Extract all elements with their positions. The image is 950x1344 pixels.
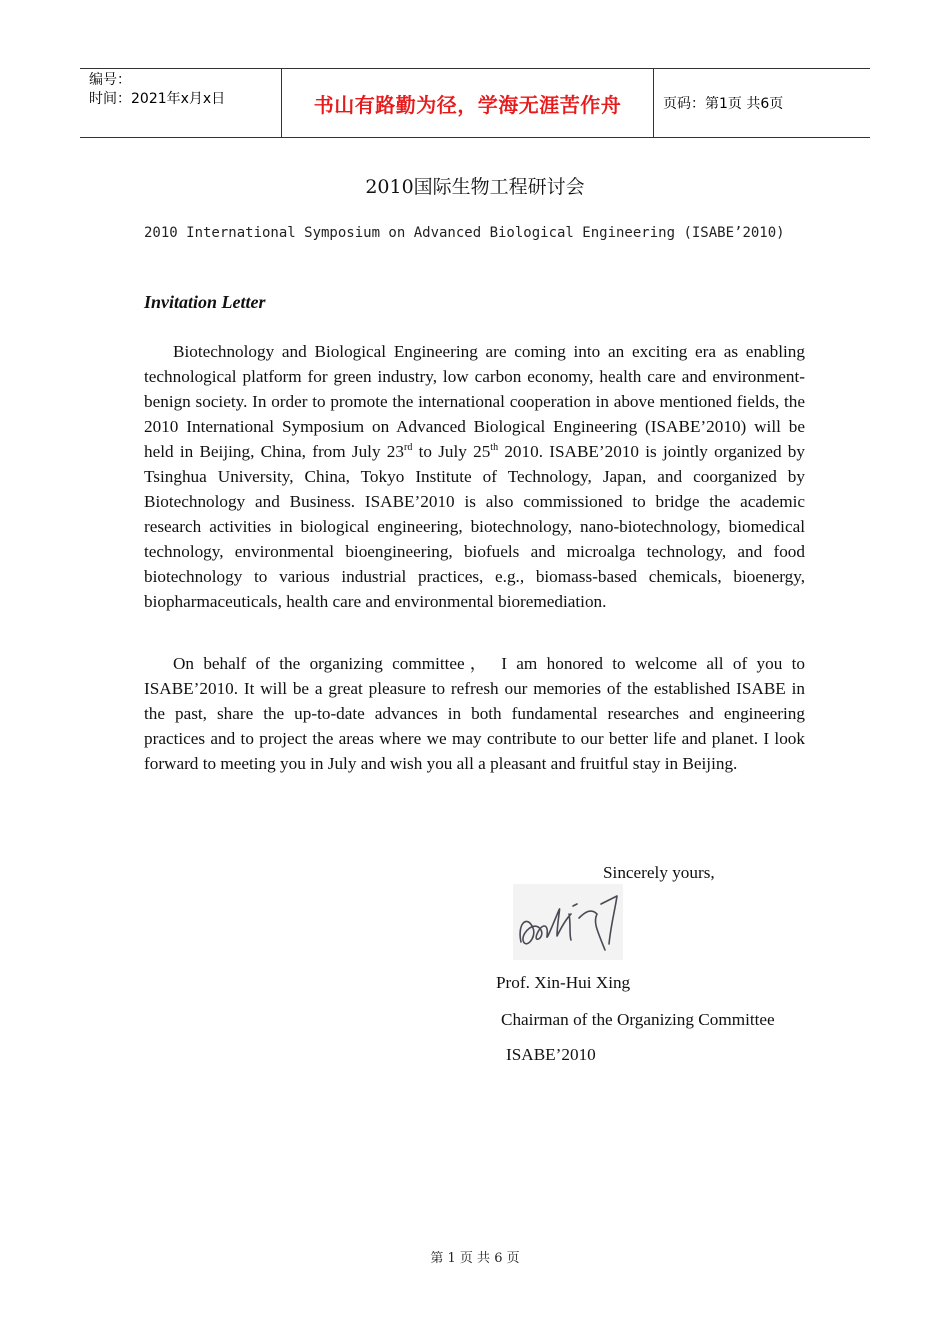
document-title: 2010国际生物工程研讨会	[365, 176, 585, 198]
p1-text-b: to July 25	[412, 442, 491, 461]
closing-salutation: Sincerely yours,	[603, 863, 715, 882]
signature-icon	[513, 884, 623, 960]
p1-text-a: Biotechnology and Biological Engineering are coming into an exciting era as enabling technological platform for green industry, low carbon economy, health care and environment-benign society. In order to promote the international cooperation in above mentioned fields, the 2010 International Symposium on Advanced Biological Engineering (ISABE’2010) will be held in Beijing, China, from July 23	[144, 342, 805, 461]
page-info-text: 页码：第1页 共6页	[663, 96, 784, 112]
header-motto	[281, 69, 654, 137]
number-label: 编号：	[89, 72, 131, 88]
paragraph-1	[144, 339, 805, 614]
letter-heading: Invitation Letter	[144, 292, 266, 312]
p1-text-c: 2010. ISABE’2010 is jointly organized by Tsinghua University, China, Tokyo Institute of Technology, Japan, and coorganized by Biotechnology and Business. ISABE’2010 is also commissioned to bridge the academic research activities in biological engineering, biotechnology, nano-biotechnology, biomedical technology, environmental bioengineering, biofuels and microalga technology, and food biotechnology to various industrial practices, e.g., biomass-based chemicals, bioenergy, biopharmaceuticals, health care and environmental bioremediation.	[144, 442, 805, 611]
header-meta	[80, 69, 281, 137]
signer-role: Chairman of the Organizing Committee	[501, 1010, 775, 1029]
motto-text: 书山有路勤为径，学海无涯苦作舟	[313, 92, 622, 117]
signer-event: ISABE’2010	[506, 1045, 596, 1064]
paragraph-2: On behalf of the organizing committee， I am honored to welcome all of you to ISABE’2010. It will be a great pleasure to refresh our memories of the established ISABE in the past, share the up-to-date advances in both fundamental researches and engineering practices and to project the areas where we may contribute to our better life and planet. I look forward to meeting you in July and wish you all a pleasant and fruitful stay in Beijing.	[144, 654, 805, 773]
time-label: 时间：2021年x月x日	[89, 91, 226, 107]
handwritten-signature	[513, 884, 623, 960]
p1-sup-rd: rd	[403, 442, 413, 453]
signer-name: Prof. Xin-Hui Xing	[496, 973, 631, 992]
document-subtitle: 2010 International Symposium on Advanced Biological Engineering (ISABE’2010)	[144, 225, 785, 241]
p1-sup-th: th	[490, 442, 499, 453]
page-footer: 第 1 页 共 6 页	[430, 1251, 520, 1266]
page-header	[80, 68, 870, 138]
header-page-info	[654, 69, 870, 137]
